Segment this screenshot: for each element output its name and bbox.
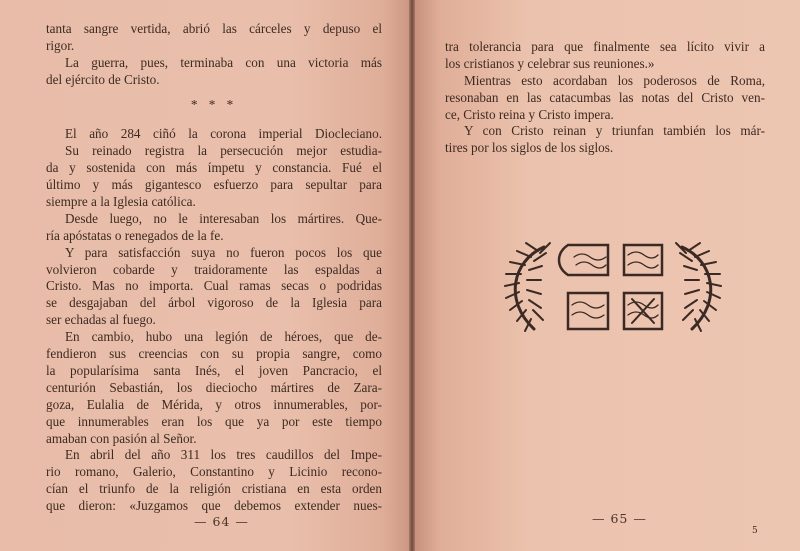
text-line: tanta sangre vertida, abrió las cárceles y depuso el bbox=[46, 21, 382, 36]
text-line: resonaban en las catacumbas las notas del Cristo ven- bbox=[445, 89, 765, 105]
text-line: último y más gigantesco esfuerzo para sepultar para bbox=[46, 177, 382, 193]
text-line: Mientras esto acordaban los poderosos de Roma, bbox=[464, 72, 765, 88]
page-number-right: — 65 — bbox=[592, 511, 647, 526]
text-line: ce, Cristo reina y Cristo impera. bbox=[445, 106, 614, 122]
text-line: siempre a la Iglesia católica. bbox=[46, 194, 196, 210]
text-line: da y sostenida con más ímpetu y constancia. Fué el bbox=[46, 160, 382, 176]
text-line: En cambio, hubo una legión de héroes, que de- bbox=[65, 329, 382, 345]
left-page-text bbox=[46, 21, 382, 515]
signature-mark: 5 bbox=[752, 526, 758, 536]
text-line: goza, Eulalia de Mérida, y otros innumerables, por- bbox=[46, 396, 382, 412]
text-line: Y con Cristo reinan y triunfan también los már- bbox=[464, 123, 765, 139]
book-gutter bbox=[409, 0, 415, 551]
text-line: tires por los siglos de los siglos. bbox=[445, 140, 614, 156]
left-page-paragraphs-continued bbox=[46, 126, 382, 514]
text-line: del ejército de Cristo. bbox=[46, 71, 160, 87]
text-line: la popularísima santa Inés, el joven Pancracio, el bbox=[46, 362, 382, 378]
text-line: Cristo. Mas no importa. Cual ramas secas o podridas bbox=[46, 278, 382, 294]
text-line: Desde luego, no le interesaban los mártires. Que- bbox=[65, 210, 382, 226]
chi-rho-ornament bbox=[504, 237, 722, 339]
text-line: rigor. bbox=[46, 37, 75, 53]
text-line: los cristianos y celebrar sus reuniones.» bbox=[445, 55, 655, 71]
text-line: El año 284 ciñó la corona imperial Diocleciano. bbox=[65, 126, 382, 142]
page-number-left: — 64 — bbox=[194, 514, 249, 529]
text-line: cían el triunfo de la religión cristiana en esta orden bbox=[46, 481, 382, 497]
right-page-paragraphs bbox=[445, 39, 765, 157]
left-page-paragraphs bbox=[46, 21, 382, 89]
text-line: Su reinado registra la persecución mejor estudia- bbox=[65, 143, 382, 159]
text-line: En abril del año 311 los tres caudillos del Impe- bbox=[65, 447, 382, 463]
text-line: volvieron cobarde y traidoramente las espaldas a bbox=[46, 261, 382, 277]
text-line: que dieron: «Juzgamos que debemos extender nues- bbox=[46, 498, 382, 514]
text-line: se desgajaban del árbol vigoroso de la Iglesia para bbox=[46, 295, 382, 311]
text-line: amaban con pasión al Señor. bbox=[46, 430, 197, 446]
section-separator: * * * bbox=[190, 96, 238, 112]
text-line: ría apóstatas o renegados de la fe. bbox=[46, 227, 224, 243]
right-page-text bbox=[445, 39, 765, 157]
text-line: La guerra, pues, terminaba con una victoria más bbox=[65, 54, 382, 70]
text-line: rio romano, Galerio, Constantino y Licinio recono- bbox=[46, 464, 382, 480]
text-line: centurión Sebastián, los dieciocho mártires de Zara- bbox=[46, 379, 382, 395]
text-line: tra tolerancia para que finalmente sea lícito vivir a bbox=[445, 39, 765, 54]
text-line: Y para satisfacción suya no fueron pocos los que bbox=[65, 244, 382, 260]
text-line: ser echadas al fuego. bbox=[46, 312, 156, 328]
text-line: que innumerables eran los que ya por este tiempo bbox=[46, 413, 382, 429]
text-line: fendieron sus creencias con su propia sangre, como bbox=[46, 346, 382, 362]
